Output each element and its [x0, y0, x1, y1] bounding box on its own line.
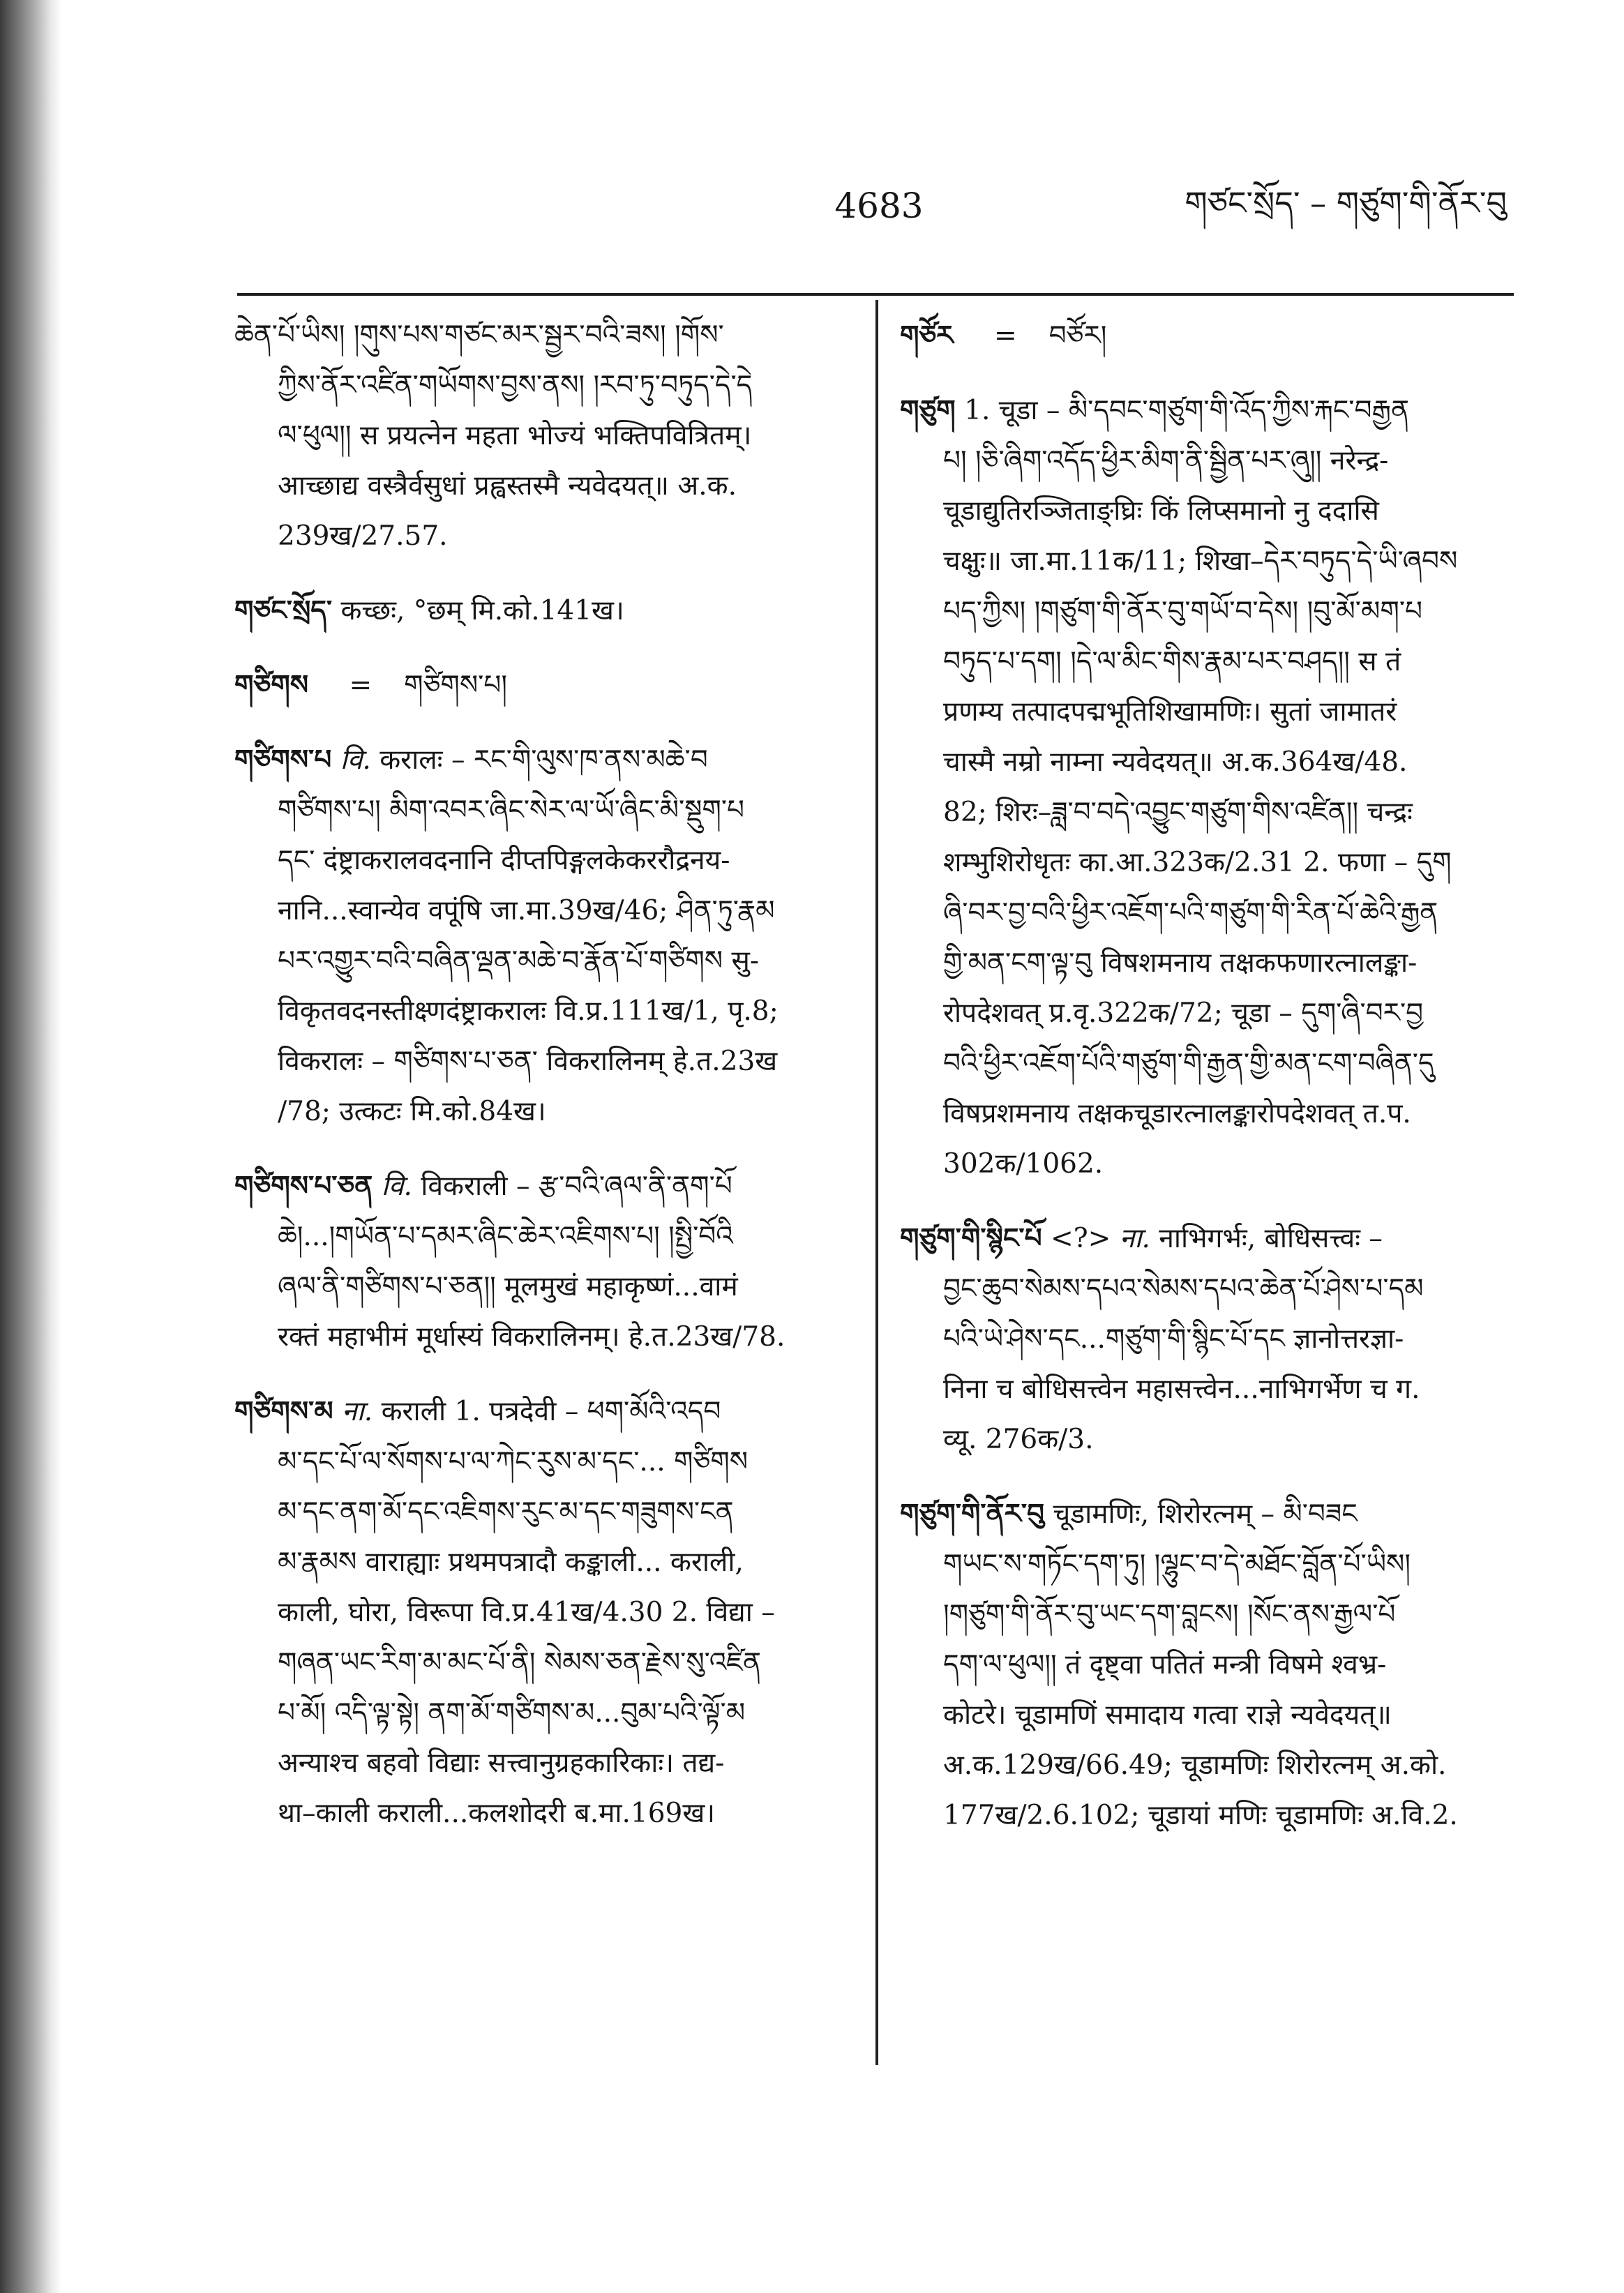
dictionary-entry	[234, 1386, 855, 1839]
entry-text: ཞལ་ནི་གཙིགས་པ་ཅན།། मूलमुखं महाकृष्णं...वामं	[278, 1271, 738, 1302]
entry-text: कराली 1. पत्रदेवी – ཕག་མོའི་འདབ	[381, 1396, 721, 1427]
entry-line	[900, 1690, 1514, 1741]
entry-line	[900, 1540, 1514, 1590]
entry-text: व्यू. 276क/3.	[943, 1424, 1094, 1455]
entry-line	[234, 1312, 855, 1362]
entry-text: अन्याश्च बहवो विद्याः सत्त्वानुग्रहकारिकाः। तद्य-	[278, 1747, 725, 1779]
entry-text: चूडाद्युतिरञ्जिताङ्घ्रिः किं लिप्समानो नु ददासि	[943, 495, 1379, 527]
entry-line	[900, 1213, 1514, 1264]
entry-text: /78; उत्कटः मि.को.84ख।	[278, 1096, 546, 1127]
running-head: གཙང་སྲོད་ – གཙུག་གི་ནོར་བུ	[1185, 184, 1507, 222]
entry-headword: གཙང་སྲོད་	[234, 594, 333, 626]
entry-line	[234, 411, 855, 461]
entry-text: བྱང་ཆུབ་སེམས་དཔའ་སེམས་དཔའ་ཆེན་པོ་ཤེས་པ་དམ	[943, 1273, 1424, 1305]
entry-text: ལ་ཕུལ།། स प्रयत्नेन महता भोज्यं भक्तिपवित्रितम्।	[278, 420, 752, 451]
entry-line	[900, 310, 1514, 361]
entry-line	[900, 1264, 1514, 1314]
entry-text: 239ख/27.57.	[278, 520, 448, 552]
entry-text: विकरालः – གཙིགས་པ་ཅན་ विकरालिनम् हे.त.23ख	[278, 1046, 778, 1077]
entry-text: མ་དང་ནག་མོ་དང་འཇིགས་རུང་མ་དང་གཟུགས་ངན	[278, 1496, 734, 1528]
entry-text: नानि...स्वान्येव वपूंषि जा.मा.39ख/46; ཤིན་ཏུ་རྣམ	[278, 895, 775, 926]
entry-text: མ་དང་པོ་ལ་སོགས་པ་ལ་ཀེང་རུས་མ་དང་... གཙིགས	[278, 1446, 749, 1478]
entry-line	[900, 1364, 1514, 1415]
dictionary-entry	[900, 310, 1514, 361]
entry-line	[234, 1437, 855, 1487]
entry-text: कोटरे। चूडामणिं समादाय गत्वा राज्ञे न्यवेदयत्॥	[943, 1699, 1392, 1731]
dictionary-entry	[234, 660, 855, 711]
entry-text: करालः – རང་གི་ལུས་ཁ་ནས་མཆེ་བ	[379, 744, 708, 776]
entry-line	[234, 1638, 855, 1688]
dictionary-entry	[900, 1489, 1514, 1841]
column-divider	[875, 300, 878, 2065]
entry-line	[234, 1161, 855, 1212]
entry-line	[234, 1487, 855, 1538]
entry-text: चक्षुः॥ जा.मा.11क/11; शिखा–དེར་བཏུད་དེ་ཡི་ཞབས	[943, 546, 1458, 577]
entry-text: शम्भुशिरोधृतः का.आ.323क/2.31 2. फणा – དུག	[943, 847, 1452, 878]
entry-line	[900, 1089, 1514, 1139]
entry-text: काली, घोरा, विरूपा वि.प्र.41ख/4.30 2. विद्या –	[278, 1597, 775, 1628]
entry-text: པ། །ཅི་ཞིག་འདོད་ཕྱིར་མིག་ནི་སྦྱིན་པར་ཞུ།། नरेन्द्र-	[943, 445, 1389, 476]
dictionary-entry	[900, 1213, 1514, 1465]
entry-text: अ.क.129ख/66.49; चूडामणिः शिरोरत्नम् अ.को.	[943, 1750, 1447, 1781]
entry-line	[234, 886, 855, 936]
entry-line	[234, 735, 855, 785]
entry-text: प्रणम्य तत्पादपद्मभूतिशिखामणिः। सुतां जामातरं	[943, 696, 1397, 728]
entry-text: མ་རྣམས वाराह्याः प्रथमपत्रादौ कङ्काली... कराली,	[278, 1547, 744, 1578]
entry-equals-sign: =	[993, 320, 1017, 352]
entry-line	[234, 1262, 855, 1312]
entry-line	[234, 585, 855, 636]
entry-line	[900, 637, 1514, 687]
entry-line	[900, 737, 1514, 788]
entry-headword: གཙིགས་མ	[234, 1395, 333, 1427]
entry-line	[900, 436, 1514, 486]
entry-line	[900, 988, 1514, 1039]
entry-line	[900, 1741, 1514, 1791]
entry-line	[234, 1688, 855, 1738]
entry-line	[900, 788, 1514, 838]
entry-text: གྱི་མན་ངག་ལྟ་བུ विषशमनाय तक्षकफणारत्नालङ्का-	[943, 947, 1418, 979]
entry-text: ཀྱིས་ནོར་འཛིན་གཡོགས་བྱས་ནས། །རབ་ཏུ་བཏུད་དེ་དེ	[278, 370, 753, 401]
entry-text: ཆེན་པོ་ཡིས། །གུས་པས་གཙང་མར་སྦྱར་བའི་ཟས། །གོས་	[234, 319, 724, 351]
entry-uncertain-marker: <?>	[1051, 1223, 1111, 1254]
entry-line	[900, 536, 1514, 587]
entry-line	[234, 310, 855, 361]
entry-text: གཞན་ཡང་རིག་མ་མང་པོ་ནི། སེམས་ཅན་རྗེས་སུ་འཛིན	[278, 1647, 762, 1678]
entry-headword: གཙིགས་པ་ཅན	[234, 1170, 373, 1202]
entry-line	[900, 385, 1514, 436]
entry-headword: གཙོར	[900, 319, 954, 352]
entry-text: པར་འགྱུར་བའི་བཞིན་ལྡན་མཆེ་བ་རྣོན་པོ་གཙིགས सु-	[278, 945, 760, 977]
entry-line	[234, 361, 855, 411]
entry-text: चूडामणिः, शिरोरत्नम् – མི་བཟང	[1053, 1498, 1358, 1530]
entry-line	[234, 1588, 855, 1638]
entry-line	[234, 1212, 855, 1262]
header-rule	[237, 293, 1514, 296]
entry-text: དང་ दंष्ट्राकरालवदनानि दीप्तपिङ्गलकेकररौद्रनय-	[278, 845, 730, 876]
entry-text: བཙོར།	[1048, 320, 1107, 352]
entry-line	[234, 1738, 855, 1789]
entry-part-of-speech: ना.	[1119, 1223, 1150, 1254]
dictionary-entry	[234, 585, 855, 636]
dictionary-entry	[234, 310, 855, 562]
entry-text: विकराली – རྩ་བའི་ཞལ་ནི་ནག་པོ	[421, 1171, 732, 1202]
entry-line	[900, 1039, 1514, 1089]
dictionary-entry	[234, 1161, 855, 1362]
entry-part-of-speech: ना.	[342, 1396, 373, 1427]
entry-text: रोपदेशवत् प्र.वृ.322क/72; चूडा – དུག་ཞི་བར་བྱ	[943, 998, 1424, 1029]
entry-line	[900, 938, 1514, 988]
entry-text: नाभिगर्भः, बोधिसत्त्वः –	[1159, 1223, 1383, 1254]
entry-text: གཙིགས་པ།	[404, 670, 508, 701]
entry-text: །གཙུག་གི་ནོར་བུ་ཡང་དག་བླངས། །སོང་ནས་རྒྱལ་པོ	[943, 1599, 1396, 1630]
entry-line	[900, 1139, 1514, 1189]
entry-text: བའི་ཕྱིར་འཇོག་པོའི་གཙུག་གི་རྒྱན་གྱི་མན་ངག་བཞིན་དུ	[943, 1048, 1434, 1079]
entry-headword: གཙུག	[900, 394, 956, 426]
entry-headword: གཙུག་གི་ནོར་བུ	[900, 1498, 1045, 1530]
entry-text: ཆེ།...།གཡོན་པ་དམར་ཞིང་ཆེར་འཇིགས་པ། །སྤྱི་བོའི	[278, 1221, 733, 1252]
entry-text: 177ख/2.6.102; चूडायां मणिः चूडामणिः अ.वि.2.	[943, 1800, 1458, 1831]
entry-line	[900, 1791, 1514, 1841]
entry-line	[234, 1789, 855, 1839]
page-number: 4683	[834, 186, 924, 226]
entry-line	[900, 587, 1514, 637]
entry-headword: གཙུག་གི་སྙིང་པོ	[900, 1222, 1042, 1254]
entry-line	[900, 1590, 1514, 1640]
entry-text: པའི་ཡེ་ཤེས་དང...གཙུག་གི་སྙིང་པོ་དང ज्ञानोत्तरज्ञा-	[943, 1323, 1404, 1355]
entry-line	[234, 1087, 855, 1137]
entry-line	[234, 461, 855, 511]
entry-line	[234, 660, 855, 711]
entry-text: གཡང་ས་གཏོང་དག་ཏུ། །ལྷུང་བ་དེ་མཐོང་བློན་པོ་ཡིས།	[943, 1549, 1411, 1580]
left-column	[234, 310, 855, 1863]
entry-text: निना च बोधिसत्त्वेन महासत्त्वेन...नाभिगर्भेण च ग.	[943, 1374, 1420, 1405]
entry-text: रक्तं महाभीमं मूर्धास्यं विकरालिनम्। हे.त.23ख/78.	[278, 1321, 785, 1353]
entry-text: ཞི་བར་བྱ་བའི་ཕྱིར་འཇོག་པའི་གཙུག་གི་རིན་པོ་ཆེའི་རྒྱན	[943, 897, 1438, 929]
entry-line	[900, 1415, 1514, 1465]
entry-line	[234, 511, 855, 562]
entry-headword: གཙིགས	[234, 669, 309, 701]
entry-text: པད་ཀྱིས། །གཙུག་གི་ནོར་བུ་གཡོ་བ་དེས། །བུ་མོ་མག་པ	[943, 596, 1423, 627]
entry-line	[900, 486, 1514, 536]
entry-line	[900, 888, 1514, 938]
entry-line	[234, 1538, 855, 1588]
entry-line	[234, 1386, 855, 1437]
entry-line	[234, 986, 855, 1037]
entry-headword: གཙིགས་པ	[234, 744, 332, 776]
entry-text: 82; शिरः–ཟླ་བ་བདེ་འབྱུང་གཙུག་གིས་འཛིན།། चन्द्रः	[943, 797, 1413, 828]
dictionary-entry	[900, 385, 1514, 1189]
entry-part-of-speech: वि.	[340, 744, 371, 776]
entry-text: 1. चूडा – མི་དབང་གཙུག་གི་འོད་ཀྱིས་རྐང་བརྒྱན	[964, 395, 1409, 426]
entry-equals-sign: =	[349, 670, 373, 701]
page-binding-shadow	[0, 0, 61, 2293]
entry-text: था–काली कराली...कलशोदरी ब.मा.169ख।	[278, 1798, 716, 1829]
entry-text: आच्छाद्य वस्त्रैर्वसुधां प्रह्वस्तस्मै न्यवेदयत्॥ अ.क.	[278, 470, 737, 502]
entry-text: པ་མོ། འདི་ལྟ་སྟེ། ནག་མོ་གཙིགས་མ...བུམ་པའི་ལྟོ་མ	[278, 1697, 746, 1729]
entry-text: 302क/1062.	[943, 1148, 1104, 1180]
dictionary-entry	[234, 735, 855, 1137]
entry-line	[234, 785, 855, 836]
entry-text: चास्मै नम्रो नाम्ना न्यवेदयत्॥ अ.क.364ख/48.	[943, 746, 1408, 778]
entry-line	[900, 1640, 1514, 1690]
entry-text: विकृतवदनस्तीक्ष्णदंष्ट्राकरालः वि.प्र.111ख/1, पृ.8;	[278, 995, 779, 1027]
entry-text: གཙིགས་པ། མིག་འབར་ཞིང་སེར་ལ་ཡོ་ཞིང་མི་སྡུག་པ	[278, 795, 745, 826]
entry-text: विषप्रशमनाय तक्षकचूडारत्नालङ्कारोपदेशवत् त.प.	[943, 1098, 1411, 1129]
entry-line	[900, 838, 1514, 888]
entry-line	[234, 936, 855, 986]
right-column	[900, 310, 1514, 1865]
entry-line	[900, 687, 1514, 737]
entry-text: कच्छः, °छम् मि.को.141ख।	[340, 595, 624, 626]
entry-line	[900, 1489, 1514, 1540]
entry-line	[234, 1037, 855, 1087]
entry-text: བཏུད་པ་དག། །དེ་ལ་མིང་གིས་རྣམ་པར་བཤད།། स तं	[943, 646, 1401, 677]
entry-line	[234, 836, 855, 886]
entry-text: དག་ལ་ཕུལ།། तं दृष्ट्वा पतितं मन्त्री विषमे श्वभ्र-	[943, 1649, 1387, 1681]
entry-line	[900, 1314, 1514, 1364]
entry-part-of-speech: वि.	[381, 1171, 412, 1202]
